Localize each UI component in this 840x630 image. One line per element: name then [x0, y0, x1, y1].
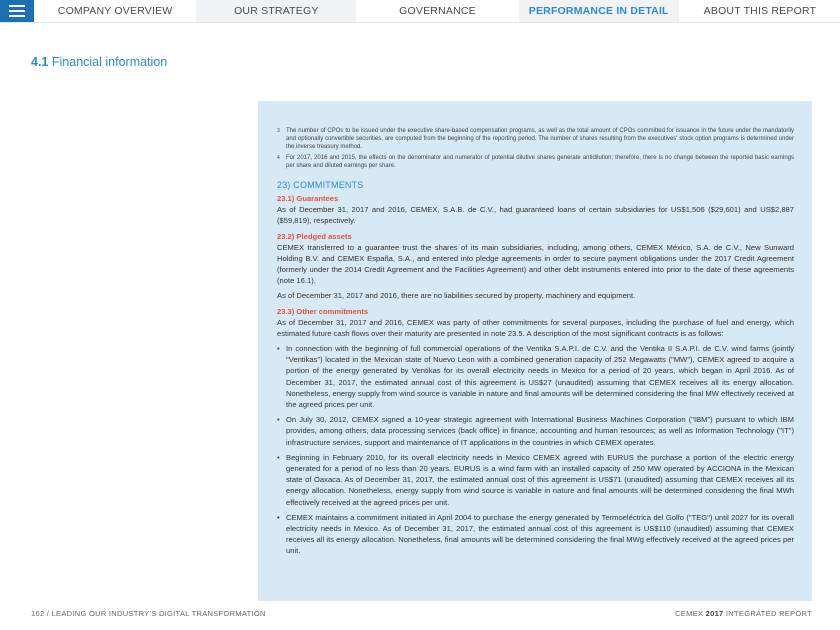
list-item-text: Beginning in February 2010, for its overall electricity needs in Mexico CEMEX agreed with EURUS the purchase a portion of the electric energy generated for a period of no less than 20 years. EURUS is a wind farm with an installed capacity of 250 MW operated by ACCIONA in the Mexican state of Oaxaca. As of December 31, 2017, the estimated annual cost of this agreement is US$71 (unaudited) assuming that CEMEX receives all its energy allocation. Nonetheless, energy supply from wind source is variable in nature and final amounts will be determined considering the final MWh effectively received at the agreed prices per unit. — [286, 452, 794, 507]
top-navigation — [0, 0, 840, 23]
pledged-assets-text: CEMEX transferred to a guarantee trust the shares of its main subsidiaries, including, among others, CEMEX México, S.A. de C.V., New Sunward Holding B.V. and CEMEX España, S.A., and entered into pledge agreements in order to secure payment obligations under the 2017 Credit Agreement (formerly under the 2014 Credit Agreement and the Facilities Agreement) and other debt instruments entered into prior to the date of these agreements (note 16.1). — [277, 242, 794, 286]
other-commitments-heading: 23.3) Other commitments — [277, 306, 369, 316]
list-item-text: On July 30, 2012, CEMEX signed a 10-year strategic agreement with International Business Machines Corporation ("IBM") pursuant to which IBM provides, among others, data processing services (back office) in finance, accounting and human resources; as well as Information Technology ("IT") infrastructure services, support and maintenance of IT applications in the countries in which CEMEX operates. — [286, 415, 794, 447]
footer-report-prefix: CEMEX — [675, 609, 706, 618]
footer-report-suffix: INTEGRATED REPORT — [723, 609, 812, 618]
list-item — [277, 414, 794, 448]
pledged-assets-text-2: As of December 31, 2017 and 2016, there are no liabilities secured by property, machinery and equipment. — [277, 291, 636, 301]
section-title-text: Financial information — [51, 55, 168, 69]
tab-performance-in-detail[interactable]: PERFORMANCE IN DETAIL — [518, 0, 679, 22]
footer-report-year: 2017 — [705, 609, 724, 618]
footnote-text: The number of CPOs to be issued under the executive share-based compensation programs, as well as the total amount of CPOs committed for issuance in the future under the mandatorily and optionally convertible securities, are computed from the beginning of the reporting period. The number of shares resulting from the executives' stock option programs is determined under the inverse treasury method. — [286, 128, 794, 150]
list-item — [277, 343, 794, 410]
bullet-marker: • — [277, 415, 280, 425]
list-item — [277, 512, 794, 557]
other-commitments-intro: As of December 31, 2017 and 2016, CEMEX was party of other commitments for several purposes, including the purchase of fuel and energy, which estimated future cash flows over their maturity are presented in note 23.5. A description of the most significant contracts is as follows: — [277, 317, 794, 338]
footnote-text: For 2017, 2016 and 2015, the effects on the denominator and numerator of potential dilutive shares generate antidilution; therefore, there is no change between the reported basic earnings per share and diluted earnings per share. — [286, 155, 794, 170]
tab-about-this-report[interactable]: ABOUT THIS REPORT — [679, 0, 840, 22]
bullet-marker: • — [277, 344, 280, 354]
guarantees-heading: 23.1) Guarantees — [277, 194, 339, 204]
footnote-marker: 3 — [277, 128, 280, 134]
bullet-marker: • — [277, 452, 280, 462]
footnote-3 — [277, 128, 794, 151]
commitments-heading: 23) COMMITMENTS — [277, 179, 364, 190]
pledged-assets-heading: 23.2) Pledged assets — [277, 231, 352, 241]
bullet-marker: • — [277, 512, 280, 522]
content-panel — [258, 101, 812, 601]
footer-report-title — [675, 609, 812, 618]
section-title — [31, 55, 167, 69]
tab-governance[interactable]: GOVERNANCE — [356, 0, 517, 22]
hamburger-menu-icon[interactable] — [0, 0, 34, 22]
list-item — [277, 452, 794, 508]
tab-our-strategy[interactable]: OUR STRATEGY — [195, 0, 356, 22]
footer-page-label: 162 / LEADING OUR INDUSTRY'S DIGITAL TRANSFORMATION — [31, 609, 266, 618]
tab-company-overview[interactable]: COMPANY OVERVIEW — [34, 0, 195, 22]
footnote-4 — [277, 155, 794, 171]
guarantees-text: As of December 31, 2017 and 2016, CEMEX, S.A.B. de C.V., had guaranteed loans of certain subsidiaries for US$1,506 ($29,601) and US$2,887 ($59,819), respectively. — [277, 205, 794, 226]
footnote-marker: 4 — [277, 155, 280, 162]
section-number: 4.1 — [31, 55, 49, 69]
list-item-text: CEMEX maintains a commitment initiated in April 2004 to purchase the energy generated by Termoeléctrica del Golfo ("TEG") until 2027 for its overall electricity needs in Mexico. As of December 31, 2017, the estimated annual cost of this agreement is US$110 (unaudited) assuming that CEMEX receives all its energy allocation. Nonetheless, final amounts will be determined considering the final MWg effectively received at the agreed prices per unit. — [286, 512, 794, 556]
list-item-text: In connection with the beginning of full commercial operations of the Ventika S.A.P.I. de C.V. and the Ventika II S.A.P.I. de C.V. wind farms (jointly "Ventikas") located in the Mexican state of Nuevo Leon with a combined generation capacity of 252 Megawatts ("MW"), CEMEX agreed to acquire a portion of the energy generated by Ventikas for its overall electricity needs in Mexico for a period of 20 years, which began in April 2016. As of December 31, 2017, the estimated annual cost of this agreement is US$27 (unaudited) assuming that CEMEX receives all its energy allocation. Nonetheless, energy supply from wind source is variable in nature and final amounts will be determined considering the final MW effectively received at the agreed prices per unit. — [286, 344, 794, 410]
